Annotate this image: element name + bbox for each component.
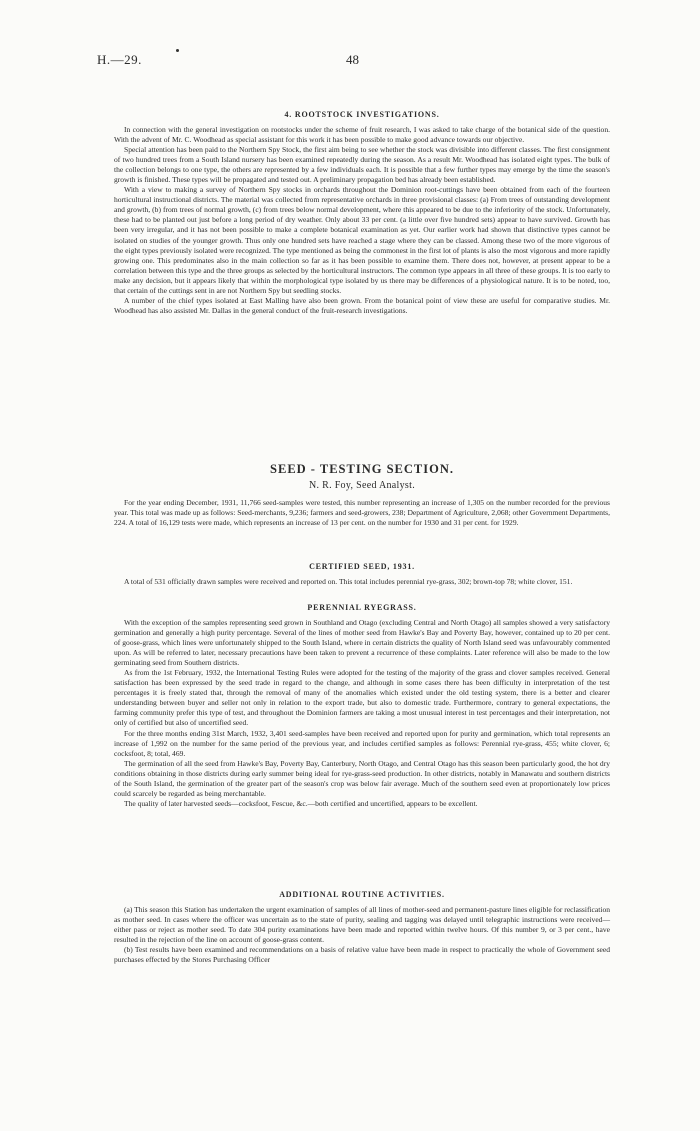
paragraph: The quality of later harvested seeds—cocksfoot, Fescue, &c.—both certified and uncertified, appears to be excellent.	[124, 798, 478, 808]
page-reference: H.—29.	[97, 52, 142, 67]
paragraph: As from the 1st February, 1932, the International Testing Rules were adopted for the testing of the majority of the grass and clover samples received. General satisfaction has been expressed by the seed trade in regard to the change, and although in some cases there has been difficulty in interpretation of the test percentages it is freely stated that, through the removal of many of the anomalies which existed under the old testing system, there is a better and clearer understanding between buyer and seller not only in relation to the export trade, but also to domestic trade. Furthermore, contrary to general expectations, the farming community prefer this type of test, and throughout the Dominion farmers are taking a most unusual interest in test percentages and their interpretation, not only of certified but also of uncertified seed.	[114, 668, 610, 728]
paragraph: With a view to making a survey of Northern Spy stocks in orchards throughout the Dominion root-cuttings have been obtained from each of the fourteen horticultural instructional districts. The material was collected from representative orchards in three provisional classes: (a) From trees of outstanding development and growth, (b) from trees of normal growth, (c) from trees below normal development, where this appeared to be due to the inferiority of the stock. Unfortunately, these had to be planted out just before a long period of dry weather. Only about 33 per cent. (a little over five hundred sets) appear to have survived. Growth has been very irregular, and it has not been possible to make a complete botanical examination as yet. Our earlier work had shown that distinctive types cannot be isolated on studies of the younger growth. Thus only one hundred sets have reached a stage where they can be classed. Among these two of the more vigorous of the eight types previously isolated were recognized. The type mentioned as being the commonest in the first lot of plants is also the most vigorous and more rapidly growing one. This predominates also in the main collection so far as it has been possible to examine them. There does not, however, at present appear to be a correlation between this type and the three groups as selected by the horticultural instructors. The common type appears in all three of these groups. It is too early to make any decision, but it appears likely that within the morphological type isolated by us there may be differences of a physiological nature. It is to be noted, too, that certain of the cuttings sent in are not Northern Spy but seedling stocks.	[114, 185, 610, 295]
paragraph: For the three months ending 31st March, 1932, 3,401 seed-samples have been received and reported upon for purity and germination, which total represents an increase of 1,992 on the number for the same period of the previous year, and includes certified samples as follows: Perennial rye-grass, 455; white clover, 6; cocksfoot, 8; total, 469.	[114, 728, 610, 758]
paragraph: In connection with the general investigation on rootstocks under the scheme of fruit research, I was asked to take charge of the botanical side of the question. With the advent of Mr. C. Woodhead as special assistant for this work it has been possible to make good advance towards our objective.	[114, 125, 610, 145]
paragraph: (b) Test results have been examined and recommendations on a basis of relative value have been made in respect to practically the whole of Government seed purchases effected by the Stores Purchasing Officer	[114, 945, 610, 965]
analyst-byline: N. R. Foy, Seed Analyst.	[309, 480, 415, 491]
paragraph: A number of the chief types isolated at East Malling have also been grown. From the botanical point of view these are useful for comparative studies. Mr. Woodhead has also assisted Mr. Dallas in the general conduct of the fruit-research investigations.	[114, 295, 610, 315]
perennial-ryegrass-section	[114, 603, 610, 809]
ink-dot	[176, 49, 179, 52]
perennial-ryegrass-heading: PERENNIAL RYEGRASS.	[307, 603, 417, 612]
additional-activities-section	[114, 890, 610, 965]
paragraph: With the exception of the samples representing seed grown in Southland and Otago (excluding Central and North Otago) all samples showed a very satisfactory germination and generally a high purity percentage. Several of the lines of mother seed from Hawke's Bay and Poverty Bay, however, contained up to 20 per cent. of goose-grass, which lines were unfortunately shipped to the South Island, where in certain districts the quality of North Island seed was unfavourably commented upon. As will be referred to later, necessary precautions have been taken to prevent a recurrence of these complaints. Later reference will also be made to the low germinating seed from Southern districts.	[114, 618, 610, 668]
paragraph: Special attention has been paid to the Northern Spy Stock, the first aim being to see whether the stock was divisible into different classes. The first consignment of two hundred trees from a South Island nursery has been examined repeatedly during the season. As a result Mr. Woodhead has isolated eight types. The bulk of the collection belongs to one type, the others are represented by a few individuals each. It is possible that a few further types may emerge by the time the season's growth is finished. These types will be propagated and tested out. A preliminary propagation bed has already been established.	[114, 145, 610, 185]
paragraph: For the year ending December, 1931, 11,766 seed-samples were tested, this number representing an increase of 1,305 on the number recorded for the previous year. This total was made up as follows: Seed-merchants, 9,236; farmers and seed-growers, 238; Department of Agriculture, 2,068; other Government Departments, 224. A total of 16,129 tests were made, which represents an increase of 13 per cent. on the number for 1930 and 31 per cent. for 1929.	[114, 498, 610, 528]
paragraph: The germination of all the seed from Hawke's Bay, Poverty Bay, Canterbury, North Otago, and Central Otago has this season been particularly good, the hot dry conditions obtaining in those districts during early summer being ideal for rye-grass-seed production. In other districts, notably in Manawatu and southern districts of the South Island, the germination of the greater part of the season's crop was below fair average. Much of the southern seed even at proportionately low prices could scarcely be regarded as being merchantable.	[114, 758, 610, 798]
seed-testing-heading: SEED - TESTING SECTION.	[270, 462, 454, 476]
rootstock-section	[114, 110, 610, 316]
paragraph: (a) This season this Station has undertaken the urgent examination of samples of all lines of mother-seed and permanent-pasture lines eligible for reclassification as mother seed. In cases where the officer was uncertain as to the state of purity, sealing and tagging was delayed until telegraphic instructions were received—either pass or reject as mother seed. To date 304 purity examinations have been made and reported within twelve hours. Of this number 9, or 3 per cent., have resulted in the rejection of the line on account of goose-grass content.	[114, 905, 610, 945]
additional-activities-heading: ADDITIONAL ROUTINE ACTIVITIES.	[279, 890, 445, 899]
certified-seed-section	[114, 562, 610, 587]
page-number: 48	[346, 52, 359, 67]
paragraph: A total of 531 officially drawn samples were received and reported on. This total includes perennial rye-grass, 302; brown-top 78; white clover, 151.	[124, 577, 573, 586]
rootstock-heading: 4. ROOTSTOCK INVESTIGATIONS.	[284, 110, 440, 119]
seed-testing-section	[114, 462, 610, 528]
certified-seed-heading: CERTIFIED SEED, 1931.	[309, 562, 415, 571]
